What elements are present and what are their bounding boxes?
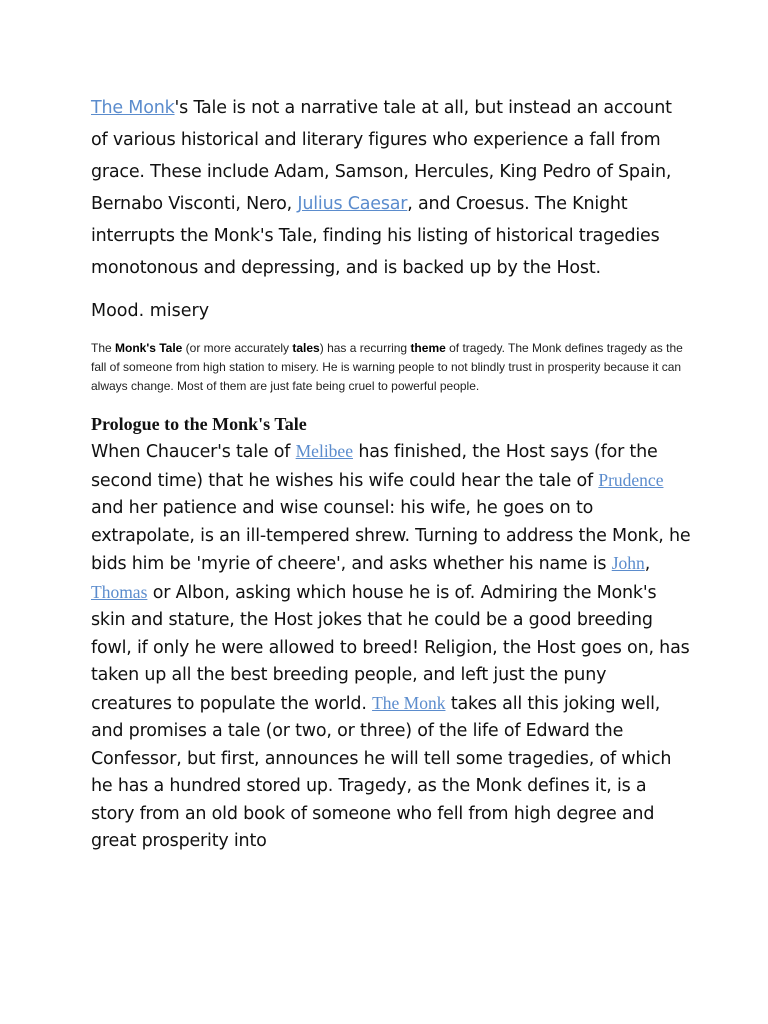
link-prudence[interactable]: Prudence (598, 469, 664, 490)
link-thomas[interactable]: Thomas (91, 581, 148, 602)
prologue-text-1: When Chaucer's tale of (91, 442, 296, 462)
summary-text-4: of tragedy. The Monk defines tragedy as the fall of someone from high station to misery. He is warning people to not blindly trust in prosperity because it can always change. Most of them are just fate being cruel to powerful people. (91, 341, 683, 393)
prologue-text-4: , (644, 554, 651, 574)
link-the-monk-2[interactable]: The Monk (372, 692, 446, 713)
link-the-monk[interactable]: The Monk (91, 98, 175, 118)
document-page (91, 92, 691, 856)
summary-bold-theme: theme (410, 341, 446, 355)
prologue-text-5: or Albon, asking which house he is of. Admiring the Monk's skin and stature, the Host jokes that he could be a good breeding fowl, if only he were allowed to breed! Religion, the Host goes on, has taken up all the best breeding people, and left just the puny creatures to populate the world. (91, 582, 690, 714)
mood-line: Mood. misery (91, 301, 210, 321)
summary-text-3: ) has a recurring (319, 341, 411, 355)
intro-text-1: 's Tale is not a narrative tale at all, but instead an account of various historical and literary figures who experience a fall from grace. These include Adam, Samson, Hercules, King Pedro of Spain, Bernabo Visconti, Nero, (91, 98, 672, 214)
summary-text-2: (or more accurately (182, 341, 293, 355)
summary-bold-monks-tale: Monk's Tale (115, 341, 183, 355)
intro-text-2: , and Croesus. The Knight interrupts the Monk's Tale, finding his listing of historical tragedies monotonous and depressing, and is backed up by the Host. (91, 194, 660, 278)
prologue-text-3: and her patience and wise counsel: his wife, he goes on to extrapolate, is an ill-tempered shrew. Turning to address the Monk, he bids him be 'myrie of cheere', and asks whether his name is (91, 498, 691, 574)
prologue-heading: Prologue to the Monk's Tale (91, 414, 307, 434)
prologue-paragraph (91, 438, 691, 856)
prologue-text-2: has finished, the Host says (for the second time) that he wishes his wife could hear the tale of (91, 442, 658, 491)
link-john[interactable]: John (611, 553, 645, 573)
intro-paragraph (91, 92, 691, 284)
summary-text-1: The (91, 341, 116, 355)
link-julius-caesar[interactable]: Julius Caesar (297, 194, 408, 214)
summary-paragraph (91, 339, 691, 396)
link-melibee[interactable]: Melibee (295, 441, 353, 461)
prologue-text-6: takes all this joking well, and promises a tale (or two, or three) of the life of Edward the Confessor, but first, announces he will tell some tragedies, of which he has a hundred stored up. Tragedy, as the Monk defines it, is a story from an old book of someone who fell from high degree and great prosperity into (91, 693, 672, 851)
summary-bold-tales: tales (292, 341, 320, 355)
